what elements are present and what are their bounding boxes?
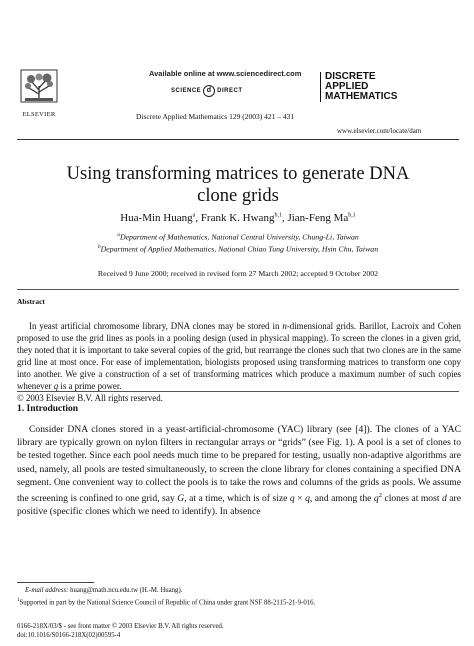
title-line-2: clone grids <box>197 186 279 206</box>
math-var: d <box>441 493 447 505</box>
math-var: G <box>177 493 185 505</box>
abstract-text: In yeast artificial chromosome library, DNA clones may be stored in <box>29 321 283 331</box>
journal-url[interactable]: www.elsevier.com/locate/dam <box>337 127 422 135</box>
brand-line-2: APPLIED <box>325 81 369 92</box>
author-sup: b,1 <box>274 212 282 219</box>
brand-line-3: MATHEMATICS <box>325 91 398 102</box>
sciencedirect-icon: d <box>203 85 215 97</box>
email-owner: (H.-M. Huang). <box>138 587 183 594</box>
email-label: E-mail address: <box>25 587 69 594</box>
abstract-paragraph <box>17 320 461 392</box>
doi-line[interactable]: doi:10.1016/S0166-218X(02)00595-4 <box>17 632 121 639</box>
math-var: n <box>282 321 287 331</box>
math-var: q <box>53 381 59 391</box>
author-list <box>17 212 459 224</box>
affiliation-a <box>17 232 459 242</box>
introduction-body <box>17 423 461 519</box>
author-sup: a <box>192 212 196 219</box>
affiliation-sup: b <box>97 244 101 250</box>
available-online-text: Available online at www.sciencedirect.com <box>149 69 302 78</box>
body-text: , and among the <box>309 493 374 505</box>
section-heading: 1. Introduction <box>17 404 79 414</box>
email-link[interactable]: huang@math.ncu.edu.tw <box>70 587 139 594</box>
elsevier-tree-icon <box>19 68 59 106</box>
author-name: , Frank K. Hwang <box>195 212 275 224</box>
sciencedirect-logo <box>171 85 243 97</box>
issn-block <box>17 622 224 640</box>
math-var: q <box>373 493 379 505</box>
body-text: , at a time, which is of size <box>184 493 290 505</box>
publisher-logo <box>17 68 61 118</box>
affiliation-text: Department of Mathematics, National Central University, Chung-Li, Taiwan <box>119 232 359 242</box>
publisher-name: ELSEVIER <box>22 111 56 118</box>
body-text: are positive (specific clones which we need to identify). In absence <box>17 493 461 518</box>
abstract-text: is a prime power. <box>58 381 122 391</box>
abstract-text: -dimensional grids. Barillot, Lacroix and Cohen proposed to use the grid lines as pools in a pooling design (used in physical mapping). To screen the clones in a given grid, they noted that it is important to take several copies of the grid, but rearrange the clones such that two clones are in the same grid line at most once. For ease of implementation, biologists proposed using transforming matrices to transform one copy into another. We give a construction of a set of transforming matrices which produce a maximum number of such copies whenever <box>17 321 461 391</box>
affiliation-sup: a <box>117 232 120 238</box>
body-text: clones at most <box>381 493 442 505</box>
footnote-funding <box>17 596 461 607</box>
sd-left: SCIENCE <box>171 88 202 94</box>
author-name: Hua-Min Huang <box>120 212 193 224</box>
abstract-top-rule <box>17 289 459 290</box>
math-var: q <box>305 493 310 505</box>
footnote-email <box>17 586 461 595</box>
body-text: × <box>294 493 306 505</box>
abstract-bottom-rule <box>17 391 459 392</box>
copyright-line: © 2003 Elsevier B.V. All rights reserved. <box>17 393 163 403</box>
title-line-1: Using transforming matrices to generate DNA <box>66 164 410 184</box>
issn-line: 0166-218X/03/$ - see front matter © 2003 Elsevier B.V. All rights reserved. <box>17 623 224 630</box>
footnote-rule <box>17 582 94 583</box>
brand-line-1: DISCRETE <box>325 71 376 82</box>
journal-brand <box>320 72 397 102</box>
math-sup: 2 <box>378 492 382 500</box>
received-dates: Received 9 June 2000; received in revised form 27 March 2002; accepted 9 October 2002 <box>97 269 379 278</box>
author-sup: b,1 <box>348 212 356 219</box>
abstract-heading: Abstract <box>17 297 45 306</box>
footnote-text: Supported in part by the National Science Council of Republic of China under grant NSF 88-2115-21-9-016. <box>19 599 316 607</box>
sd-right: DIRECT <box>217 88 243 94</box>
article-title <box>17 163 459 207</box>
affiliation-text: Department of Applied Mathematics, National Chiao Tung University, Hsin Chu, Taiwan <box>100 244 379 254</box>
header-rule <box>17 139 459 140</box>
body-paragraph <box>17 423 461 519</box>
body-text: Consider DNA clones stored in a yeast-artificial-chromosome (YAC) library (see [4]). The clones of a YAC library are typically grown on nylon filters in rectangular arrays or “grids” (see Fig. 1). A pool is a set of clones to be tested together. Since each pool needs much time to be prepared for testing, usually non-adaptive algorithms are used, namely, all pools are tested simultaneously, to screen the clone library for clones containing a specified DNA segment. One convenient way to collect the pools is to take the rows and columns of the grids as pools. We assume the screening is confined to one grid, say <box>17 424 461 505</box>
math-var: q <box>289 493 295 505</box>
journal-reference: Discrete Applied Mathematics 129 (2003) 421 – 431 <box>136 112 295 121</box>
author-name: , Jian-Feng Ma <box>281 212 349 224</box>
affiliation-b <box>17 244 459 254</box>
footnote-sup: 1 <box>17 598 20 603</box>
